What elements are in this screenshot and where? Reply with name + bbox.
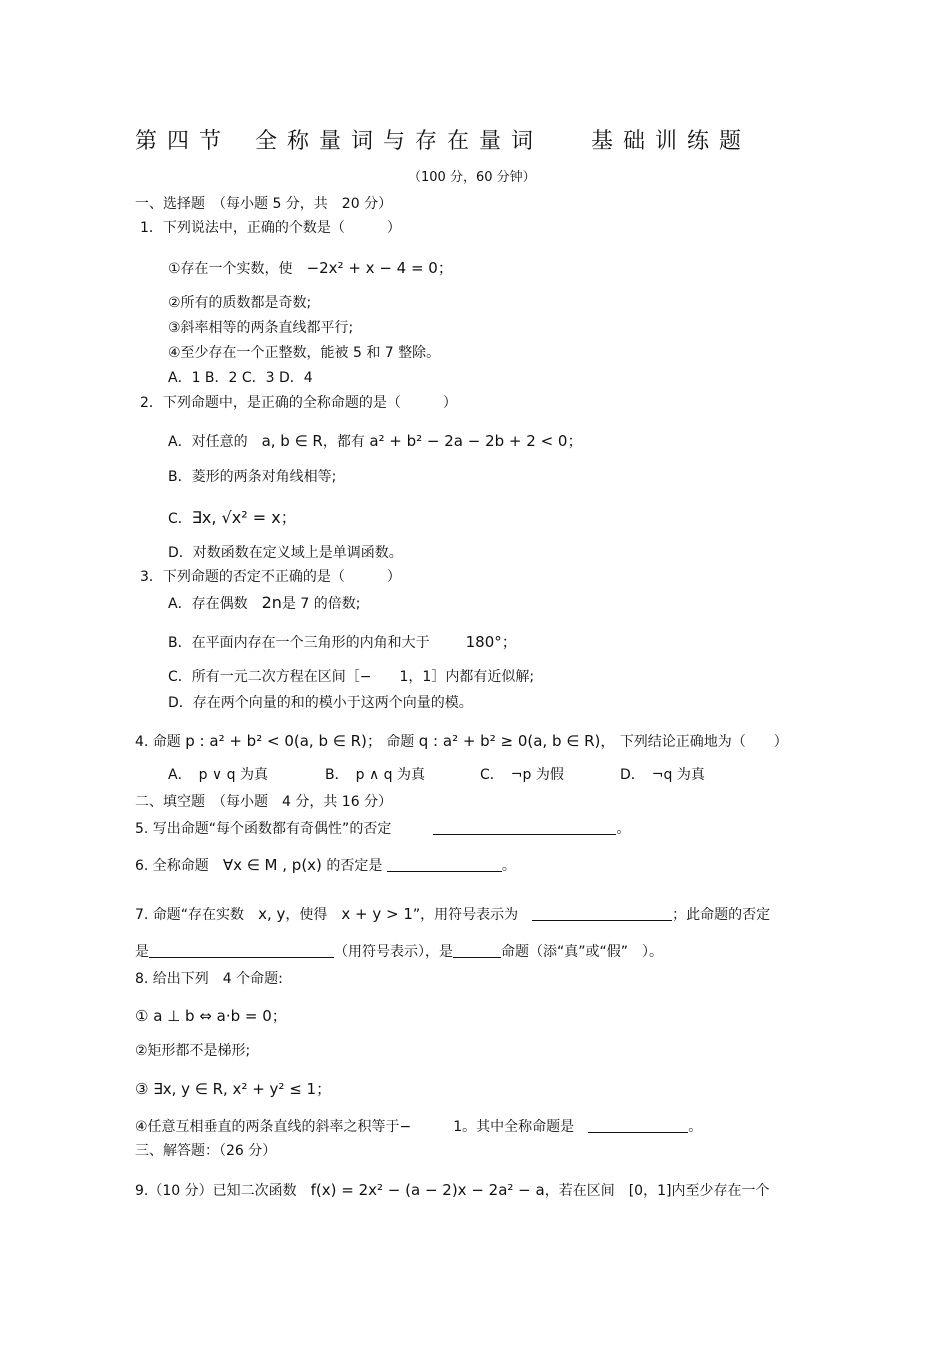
page-title bbox=[135, 128, 751, 156]
q2-option-a: A．对任意的 a, b ∈ R，都有 a² + b² − 2a − 2b + 2 < 0； bbox=[168, 432, 583, 450]
title-topic: 全称量词与存在量词 bbox=[255, 129, 544, 154]
q8-option-3: ③ ∃x, y ∈ R, x² + y² ≤ 1； bbox=[135, 1080, 332, 1098]
q3-option-c: C．所有一元二次方程在区间［− 1，1］内都有近似解; bbox=[168, 669, 535, 685]
q3-option-d: D．存在两个向量的和的模小于这两个向量的模。 bbox=[168, 695, 473, 711]
q8-stem: 8. 给出下列 4 个命题: bbox=[135, 971, 283, 987]
section-heading-choice: 一、选择题 （每小题 5 分，共 20 分） bbox=[135, 196, 393, 212]
q7-line-2: 是 （用符号表示），是 命题（添“真”或“假” ）。 bbox=[135, 944, 664, 960]
q6-answer-blank[interactable] bbox=[387, 857, 502, 872]
page-subtitle: （100 分，60 分钟） bbox=[408, 170, 536, 185]
q3-option-a: A．存在偶数 2n是 7 的倍数; bbox=[168, 593, 361, 612]
q7-line-1: 7. 命题“存在实数 x, y，使得 x + y > 1”，用符号表示为 ；此命题的否定 bbox=[135, 905, 771, 923]
q4-choice-a: A． p ∨ q 为真 bbox=[168, 767, 268, 783]
q2-option-d: D．对数函数在定义域上是单调函数。 bbox=[168, 545, 403, 561]
q7-truth-blank[interactable] bbox=[453, 943, 501, 958]
q7-negation-blank[interactable] bbox=[149, 943, 334, 958]
q6-text: 6. 全称命题 ∀x ∈ M , p(x) 的否定是 。 bbox=[135, 856, 516, 874]
q8-option-1: ① a ⊥ b ⇔ a·b = 0； bbox=[135, 1007, 287, 1025]
q1-option-2: ②所有的质数都是奇数; bbox=[168, 295, 312, 311]
q1-choices: A．1 B．2 C．3 D．4 bbox=[168, 370, 313, 386]
q2-stem: 2．下列命题中，是正确的全称命题的是（ ） bbox=[140, 395, 457, 411]
section-heading-solve: 三、解答题：（26 分） bbox=[135, 1143, 277, 1159]
q8-option-4: ④任意互相垂直的两条直线的斜率之积等于− 1。其中全称命题是 。 bbox=[135, 1119, 703, 1135]
title-section: 第四节 bbox=[135, 129, 232, 154]
q3-stem: 3．下列命题的否定不正确的是（ ） bbox=[140, 569, 401, 585]
q8-answer-blank[interactable] bbox=[588, 1118, 688, 1133]
q1-option-4: ④至少存在一个正整数，能被 5 和 7 整除。 bbox=[168, 345, 441, 361]
q1-stem: 1．下列说法中，正确的个数是（ ） bbox=[140, 220, 401, 236]
q1-option-1: ①存在一个实数，使 −2x² + x − 4 = 0； bbox=[168, 259, 453, 277]
title-type: 基础训练题 bbox=[591, 129, 752, 154]
section-heading-fill: 二、填空题 （每小题 4 分，共 16 分） bbox=[135, 794, 393, 810]
q5-text: 5. 写出命题“每个函数都有奇偶性”的否定 。 bbox=[135, 821, 631, 837]
q4-stem: 4. 命题 p : a² + b² < 0(a, b ∈ R)； 命题 q : a² + b² ≥ 0(a, b ∈ R)， 下列结论正确地为（ ） bbox=[135, 732, 788, 750]
q5-answer-blank[interactable] bbox=[433, 820, 616, 835]
q7-symbol-blank[interactable] bbox=[532, 906, 672, 921]
q2-option-b: B．菱形的两条对角线相等; bbox=[168, 469, 337, 485]
q9-stem: 9.（10 分）已知二次函数 f(x) = 2x² − (a − 2)x − 2a² − a，若在区间 [0，1]内至少存在一个 bbox=[135, 1181, 770, 1199]
q4-choice-d: D． ¬q 为真 bbox=[620, 767, 705, 783]
q4-choice-b: B． p ∧ q 为真 bbox=[325, 767, 425, 783]
q1-option-3: ③斜率相等的两条直线都平行; bbox=[168, 320, 354, 336]
q2-option-c: C．∃x, √x² = x； bbox=[168, 508, 297, 527]
q8-option-2: ②矩形都不是梯形; bbox=[135, 1043, 251, 1059]
q3-option-b: B．在平面内存在一个三角形的内角和大于 180°； bbox=[168, 633, 517, 651]
q4-choice-c: C． ¬p 为假 bbox=[480, 767, 564, 783]
